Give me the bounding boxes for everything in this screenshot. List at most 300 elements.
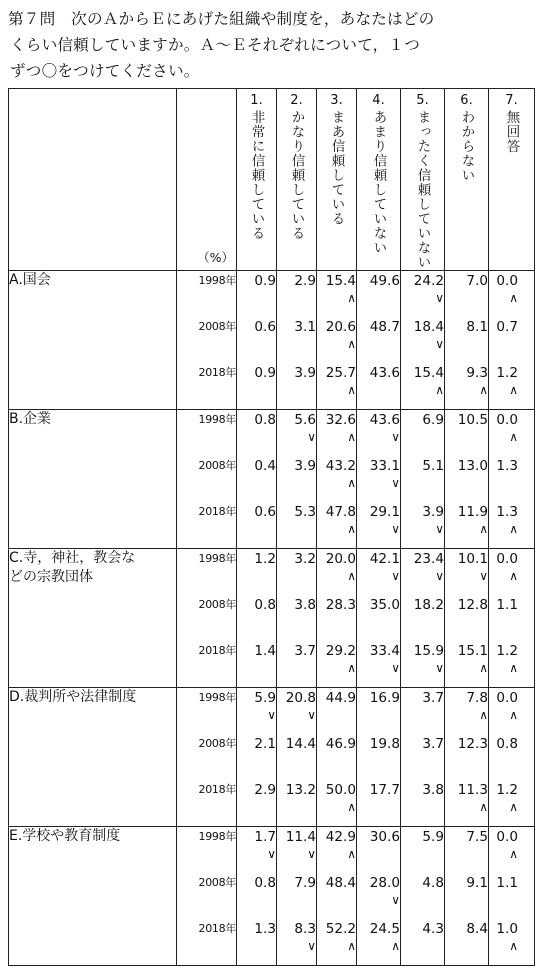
percentage-value: 11.3	[457, 781, 488, 798]
value-entry	[489, 363, 518, 409]
value-entry	[401, 549, 444, 595]
column-number: 5.	[416, 93, 429, 108]
percentage-value: 3.1	[294, 318, 316, 335]
value-entry	[445, 502, 488, 548]
group-row	[9, 687, 535, 826]
significance-mark: ∧	[509, 290, 518, 305]
value-entry	[445, 363, 488, 409]
significance-mark: ∧	[509, 568, 518, 583]
significance-mark	[237, 521, 276, 537]
unit-cell	[177, 89, 237, 271]
percentage-value: 3.7	[422, 689, 444, 706]
percentage-value: 1.0	[496, 920, 518, 937]
column-number: 1.	[250, 93, 263, 108]
significance-mark: ∧	[347, 568, 356, 583]
value-cell	[317, 270, 357, 409]
value-entry	[237, 363, 276, 409]
value-entry	[317, 317, 356, 363]
significance-mark: ∨	[435, 336, 444, 351]
value-entry	[277, 271, 316, 317]
significance-mark	[357, 799, 400, 815]
percentage-value: 48.4	[325, 874, 356, 891]
value-cell	[401, 548, 445, 687]
value-entry	[401, 363, 444, 409]
organization-label: C.寺，神社，教会な どの宗教団体	[9, 548, 177, 687]
column-number: 3.	[330, 93, 343, 108]
value-entry	[445, 456, 488, 502]
value-cell	[237, 687, 277, 826]
percentage-value: 15.4	[325, 272, 356, 289]
value-entry	[357, 595, 400, 641]
value-entry	[317, 595, 356, 641]
value-cell	[357, 270, 401, 409]
trust-survey-table	[8, 88, 535, 966]
percentage-value: 0.0	[496, 411, 518, 428]
survey-year: 2018年	[198, 921, 236, 935]
significance-mark: ∨	[391, 660, 400, 675]
value-entry	[277, 410, 316, 456]
column-label: まあ信頼している	[328, 110, 345, 226]
value-cell	[317, 687, 357, 826]
percentage-value: 7.9	[294, 874, 316, 891]
value-entry	[489, 410, 518, 456]
value-cell	[401, 409, 445, 548]
value-entry	[401, 919, 444, 965]
value-entry	[357, 456, 400, 502]
value-cell	[277, 687, 317, 826]
significance-mark	[317, 614, 356, 630]
significance-mark: ∨	[435, 568, 444, 583]
value-cell	[489, 687, 535, 826]
percentage-value: 14.4	[285, 735, 316, 752]
value-entry	[317, 363, 356, 409]
percentage-value: 0.0	[496, 550, 518, 567]
percentage-value: 0.4	[254, 457, 276, 474]
column-number: 2.	[290, 93, 303, 108]
column-label: まったく信頼していない	[414, 110, 431, 270]
value-cell	[489, 409, 535, 548]
significance-mark	[277, 614, 316, 630]
percentage-value: 3.7	[294, 642, 316, 659]
significance-mark	[401, 938, 444, 954]
significance-mark: ∨	[435, 521, 444, 536]
survey-year: 2008年	[198, 319, 236, 333]
value-entry	[277, 549, 316, 595]
value-entry	[237, 827, 276, 873]
percentage-value: 28.3	[325, 596, 356, 613]
survey-year: 2018年	[198, 782, 236, 796]
significance-mark	[237, 336, 276, 352]
value-entry	[237, 873, 276, 919]
value-cell	[489, 548, 535, 687]
value-entry	[277, 734, 316, 780]
column-label: わからない	[458, 110, 475, 183]
percentage-value: 15.9	[413, 642, 444, 659]
significance-mark: ∨	[307, 846, 316, 861]
percentage-value: 13.0	[457, 457, 488, 474]
significance-mark	[489, 614, 518, 630]
percentage-value: 11.9	[457, 503, 488, 520]
significance-mark	[237, 290, 276, 306]
significance-mark	[237, 892, 276, 908]
significance-mark	[357, 382, 400, 398]
percentage-value: 2.1	[254, 735, 276, 752]
significance-mark: ∧	[435, 382, 444, 397]
value-entry	[237, 688, 276, 734]
percentage-value: 0.6	[254, 503, 276, 520]
survey-year: 2018年	[198, 365, 236, 379]
value-cell	[237, 270, 277, 409]
value-entry	[237, 595, 276, 641]
value-cell	[401, 687, 445, 826]
percentage-value: 13.2	[285, 781, 316, 798]
value-entry	[237, 780, 276, 826]
value-cell	[445, 409, 489, 548]
value-entry	[401, 688, 444, 734]
significance-mark	[401, 892, 444, 908]
value-entry	[357, 780, 400, 826]
percentage-value: 1.3	[496, 503, 518, 520]
percentage-value: 3.9	[422, 503, 444, 520]
percentage-value: 8.3	[294, 920, 316, 937]
value-cell	[401, 270, 445, 409]
value-entry	[445, 780, 488, 826]
value-entry	[277, 595, 316, 641]
significance-mark: ∧	[347, 429, 356, 444]
survey-year: 1998年	[198, 551, 236, 565]
percentage-value: 43.6	[369, 411, 400, 428]
year-cell	[177, 826, 237, 965]
question-text	[8, 6, 534, 84]
significance-mark	[401, 753, 444, 769]
significance-mark	[445, 938, 488, 954]
value-entry	[277, 363, 316, 409]
percentage-value: 42.9	[325, 828, 356, 845]
year-cell	[177, 409, 237, 548]
organization-label: A.国会	[9, 270, 177, 409]
value-entry	[237, 919, 276, 965]
organization-label: D.裁判所や法律制度	[9, 687, 177, 826]
value-entry	[401, 780, 444, 826]
significance-mark: ∧	[347, 846, 356, 861]
value-cell	[489, 270, 535, 409]
survey-year: 2008年	[198, 597, 236, 611]
percentage-value: 1.3	[496, 457, 518, 474]
column-header	[489, 89, 535, 271]
significance-mark: ∧	[509, 938, 518, 953]
percentage-value: 4.8	[422, 874, 444, 891]
significance-mark	[401, 799, 444, 815]
significance-mark	[445, 846, 488, 862]
significance-mark	[237, 429, 276, 445]
value-entry	[237, 456, 276, 502]
significance-mark: ∧	[391, 938, 400, 953]
value-entry	[317, 780, 356, 826]
significance-mark: ∧	[479, 660, 488, 675]
value-entry	[489, 919, 518, 965]
significance-mark: ∧	[347, 475, 356, 490]
percentage-value: 2.9	[294, 272, 316, 289]
significance-mark	[317, 892, 356, 908]
value-cell	[317, 409, 357, 548]
percentage-value: 5.9	[422, 828, 444, 845]
value-entry	[357, 317, 400, 363]
value-entry	[317, 688, 356, 734]
value-entry	[401, 410, 444, 456]
significance-mark	[277, 521, 316, 537]
significance-mark	[277, 753, 316, 769]
value-entry	[357, 641, 400, 687]
significance-mark: ∨	[391, 521, 400, 536]
value-entry	[401, 595, 444, 641]
percentage-value: 3.9	[294, 457, 316, 474]
value-entry	[445, 919, 488, 965]
significance-mark: ∧	[347, 382, 356, 397]
percentage-value: 18.2	[413, 596, 444, 613]
value-entry	[401, 502, 444, 548]
value-cell	[277, 270, 317, 409]
value-entry	[317, 641, 356, 687]
percentage-value: 7.8	[466, 689, 488, 706]
value-entry	[317, 502, 356, 548]
significance-mark	[445, 614, 488, 630]
percentage-value: 48.7	[369, 318, 400, 335]
significance-mark: ∨	[391, 429, 400, 444]
value-entry	[489, 641, 518, 687]
percentage-value: 35.0	[369, 596, 400, 613]
unit-label: （%）	[197, 249, 234, 265]
percentage-value: 9.1	[466, 874, 488, 891]
value-entry	[445, 595, 488, 641]
percentage-value: 24.5	[369, 920, 400, 937]
column-header	[317, 89, 357, 271]
percentage-value: 7.0	[466, 272, 488, 289]
value-cell	[401, 826, 445, 965]
percentage-value: 15.4	[413, 364, 444, 381]
value-entry	[277, 873, 316, 919]
percentage-value: 1.3	[254, 920, 276, 937]
significance-mark: ∧	[509, 707, 518, 722]
value-entry	[317, 873, 356, 919]
significance-mark: ∧	[509, 521, 518, 536]
value-cell	[357, 826, 401, 965]
percentage-value: 29.1	[369, 503, 400, 520]
survey-year: 1998年	[198, 273, 236, 287]
percentage-value: 28.0	[369, 874, 400, 891]
percentage-value: 32.6	[325, 411, 356, 428]
percentage-value: 33.4	[369, 642, 400, 659]
significance-mark	[401, 707, 444, 723]
percentage-value: 12.3	[457, 735, 488, 752]
significance-mark: ∧	[347, 799, 356, 814]
value-entry	[489, 502, 518, 548]
value-cell	[237, 409, 277, 548]
table-header-row	[9, 89, 535, 271]
significance-mark: ∧	[347, 290, 356, 305]
value-entry	[317, 549, 356, 595]
survey-year: 2008年	[198, 875, 236, 889]
value-cell	[489, 826, 535, 965]
percentage-value: 0.8	[254, 411, 276, 428]
percentage-value: 3.9	[294, 364, 316, 381]
significance-mark	[357, 614, 400, 630]
value-entry	[489, 734, 518, 780]
value-cell	[277, 826, 317, 965]
group-row	[9, 548, 535, 687]
organization-label: B.企業	[9, 409, 177, 548]
value-cell	[317, 826, 357, 965]
significance-mark: ∧	[479, 382, 488, 397]
value-entry	[401, 456, 444, 502]
percentage-value: 20.8	[285, 689, 316, 706]
value-entry	[489, 873, 518, 919]
significance-mark: ∨	[479, 568, 488, 583]
percentage-value: 0.7	[496, 318, 518, 335]
percentage-value: 49.6	[369, 272, 400, 289]
significance-mark	[445, 336, 488, 352]
value-entry	[357, 873, 400, 919]
column-number: 6.	[460, 93, 473, 108]
group-row	[9, 409, 535, 548]
significance-mark: ∨	[307, 938, 316, 953]
value-entry	[357, 410, 400, 456]
value-entry	[237, 271, 276, 317]
survey-year: 1998年	[198, 690, 236, 704]
percentage-value: 43.2	[325, 457, 356, 474]
percentage-value: 19.8	[369, 735, 400, 752]
significance-mark: ∧	[509, 382, 518, 397]
percentage-value: 1.2	[496, 781, 518, 798]
value-entry	[445, 688, 488, 734]
value-entry	[445, 317, 488, 363]
significance-mark	[445, 475, 488, 491]
percentage-value: 1.7	[254, 828, 276, 845]
significance-mark	[489, 336, 518, 352]
value-entry	[489, 456, 518, 502]
value-entry	[237, 734, 276, 780]
survey-year: 1998年	[198, 829, 236, 843]
value-entry	[317, 827, 356, 873]
significance-mark	[357, 290, 400, 306]
percentage-value: 5.9	[254, 689, 276, 706]
percentage-value: 50.0	[325, 781, 356, 798]
value-cell	[237, 826, 277, 965]
survey-year: 2008年	[198, 736, 236, 750]
significance-mark	[489, 892, 518, 908]
organization-label: E.学校や教育制度	[9, 826, 177, 965]
value-entry	[357, 549, 400, 595]
significance-mark	[489, 475, 518, 491]
value-entry	[317, 456, 356, 502]
value-entry	[357, 827, 400, 873]
percentage-value: 47.8	[325, 503, 356, 520]
percentage-value: 0.0	[496, 689, 518, 706]
value-entry	[445, 641, 488, 687]
value-cell	[277, 548, 317, 687]
header-blank-cell	[9, 89, 177, 271]
value-entry	[357, 919, 400, 965]
significance-mark: ∨	[267, 707, 276, 722]
significance-mark: ∨	[307, 707, 316, 722]
percentage-value: 9.3	[466, 364, 488, 381]
value-cell	[445, 826, 489, 965]
column-label: 無回答	[503, 110, 520, 154]
value-entry	[277, 688, 316, 734]
percentage-value: 0.6	[254, 318, 276, 335]
percentage-value: 24.2	[413, 272, 444, 289]
percentage-value: 10.1	[457, 550, 488, 567]
percentage-value: 0.0	[496, 828, 518, 845]
percentage-value: 52.2	[325, 920, 356, 937]
significance-mark	[277, 475, 316, 491]
percentage-value: 18.4	[413, 318, 444, 335]
value-entry	[357, 271, 400, 317]
value-entry	[317, 410, 356, 456]
percentage-value: 43.6	[369, 364, 400, 381]
significance-mark	[237, 938, 276, 954]
percentage-value: 1.4	[254, 642, 276, 659]
significance-mark	[317, 753, 356, 769]
survey-year: 2018年	[198, 504, 236, 518]
significance-mark: ∧	[509, 429, 518, 444]
value-entry	[317, 919, 356, 965]
significance-mark	[401, 614, 444, 630]
percentage-value: 5.3	[294, 503, 316, 520]
value-entry	[237, 502, 276, 548]
significance-mark	[445, 290, 488, 306]
percentage-value: 4.3	[422, 920, 444, 937]
value-entry	[489, 780, 518, 826]
value-entry	[277, 919, 316, 965]
percentage-value: 8.1	[466, 318, 488, 335]
significance-mark: ∧	[347, 938, 356, 953]
question-line-1: 第７問 次のＡからＥにあげた組織や制度を，あなたはどの	[8, 10, 435, 28]
percentage-value: 29.2	[325, 642, 356, 659]
column-header	[445, 89, 489, 271]
value-entry	[401, 317, 444, 363]
significance-mark	[237, 660, 276, 676]
significance-mark	[401, 846, 444, 862]
significance-mark: ∧	[347, 336, 356, 351]
column-header	[401, 89, 445, 271]
percentage-value: 0.8	[254, 596, 276, 613]
significance-mark: ∧	[347, 521, 356, 536]
value-entry	[489, 271, 518, 317]
value-entry	[445, 410, 488, 456]
value-entry	[445, 734, 488, 780]
significance-mark: ∨	[391, 475, 400, 490]
significance-mark	[277, 336, 316, 352]
percentage-value: 42.1	[369, 550, 400, 567]
value-cell	[445, 270, 489, 409]
survey-year: 2008年	[198, 458, 236, 472]
percentage-value: 15.1	[457, 642, 488, 659]
value-entry	[277, 827, 316, 873]
value-cell	[357, 687, 401, 826]
value-entry	[401, 271, 444, 317]
value-entry	[401, 641, 444, 687]
column-label: 非常に信頼している	[248, 110, 265, 241]
value-entry	[401, 827, 444, 873]
significance-mark	[237, 382, 276, 398]
percentage-value: 2.9	[254, 781, 276, 798]
percentage-value: 3.7	[422, 735, 444, 752]
percentage-value: 7.5	[466, 828, 488, 845]
significance-mark	[277, 290, 316, 306]
significance-mark: ∧	[509, 660, 518, 675]
significance-mark	[277, 568, 316, 584]
group-row	[9, 270, 535, 409]
